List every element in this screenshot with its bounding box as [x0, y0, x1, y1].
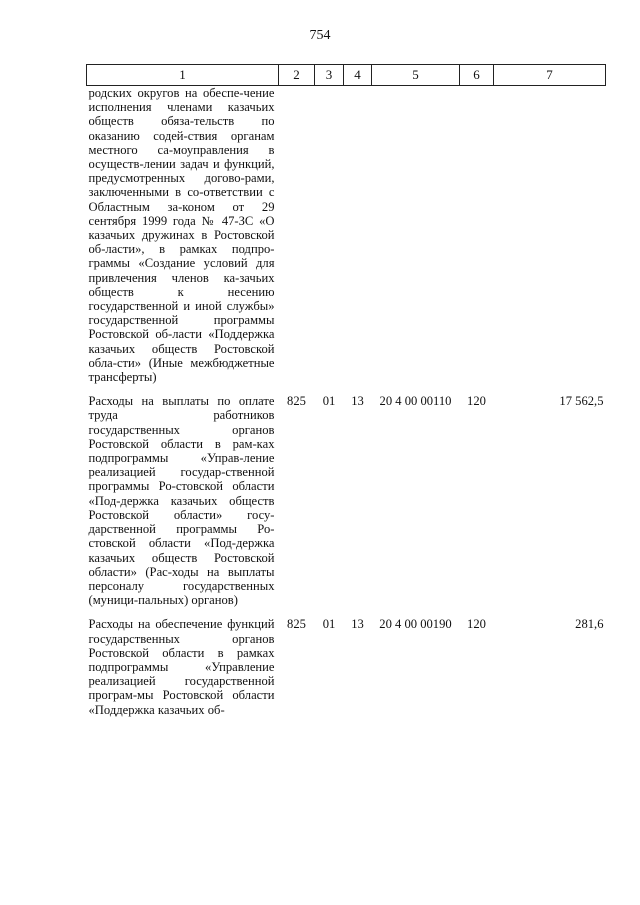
row-section-code: 01 — [322, 617, 336, 632]
table-row — [87, 394, 606, 617]
table-row — [87, 86, 606, 395]
row-amount — [494, 86, 606, 395]
row-amount: 17 562,5 — [559, 394, 604, 409]
row-section-code: 01 — [322, 394, 336, 409]
row-expense-type: 120 — [467, 394, 486, 409]
column-header-1: 1 — [87, 65, 279, 86]
table-row — [87, 617, 606, 716]
column-header-6: 6 — [460, 65, 494, 86]
row-ministry-code: 825 — [287, 394, 306, 409]
row-expense-type — [460, 86, 494, 395]
row-description: родских округов на обеспе-чение исполнения членами казачьих обществ обяза-тельств по оказанию содей-ствия органам местного са-моуправления в осуществ-лении задач и функций, предусмотренных догово-рами, заключенными в со-ответствии с Областным за-коном от 29 сентября 1999 года № 47-ЗС «О казачьих дружинах в Ростовской об-ласти», в рамках подпро-граммы «Создание условий для привлечения членов ка-зачьих обществ к несению государственной и иной службы» государственной программы Ростовской об-ласти «Поддержка казачьих обществ Ростовской обла-сти» (Иные межбюджетные трансферты) — [88, 86, 275, 385]
column-header-7: 7 — [494, 65, 606, 86]
page-number: 754 — [309, 28, 331, 43]
row-target-article: 20 4 00 00110 — [379, 394, 452, 409]
row-amount: 281,6 — [575, 617, 604, 632]
row-subsection-code — [344, 86, 372, 395]
row-target-article: 20 4 00 00190 — [379, 617, 452, 632]
row-section-code — [315, 86, 344, 395]
column-header-5: 5 — [372, 65, 460, 86]
table-header-row — [87, 65, 606, 86]
column-header-4: 4 — [344, 65, 372, 86]
row-target-article — [372, 86, 460, 395]
row-description: Расходы на обеспечение функций государственных органов Ростовской области в рамках подпрограммы «Управление реализацией государственной програм-мы Ростовской области «Поддержка казачьих об- — [88, 617, 275, 717]
row-ministry-code — [279, 86, 315, 395]
column-header-3: 3 — [315, 65, 344, 86]
column-header-2: 2 — [279, 65, 315, 86]
row-subsection-code: 13 — [351, 394, 364, 409]
row-expense-type: 120 — [467, 617, 486, 632]
row-ministry-code: 825 — [287, 617, 306, 632]
row-description: Расходы на выплаты по оплате труда работников государственных органов Ростовской области в рам-ках подпрограммы «Управ-ление реализацией государ-ственной программы Ро-стовской области «Под-держка казачьих обществ Ростовской области» госу-дарственной программы Ро-стовской области «Под-держка казачьих обществ Ростовской области» (Рас-ходы на выплаты персоналу государственных (муници-пальных) органов) — [88, 394, 275, 608]
row-subsection-code: 13 — [351, 617, 364, 632]
budget-table — [86, 64, 606, 717]
